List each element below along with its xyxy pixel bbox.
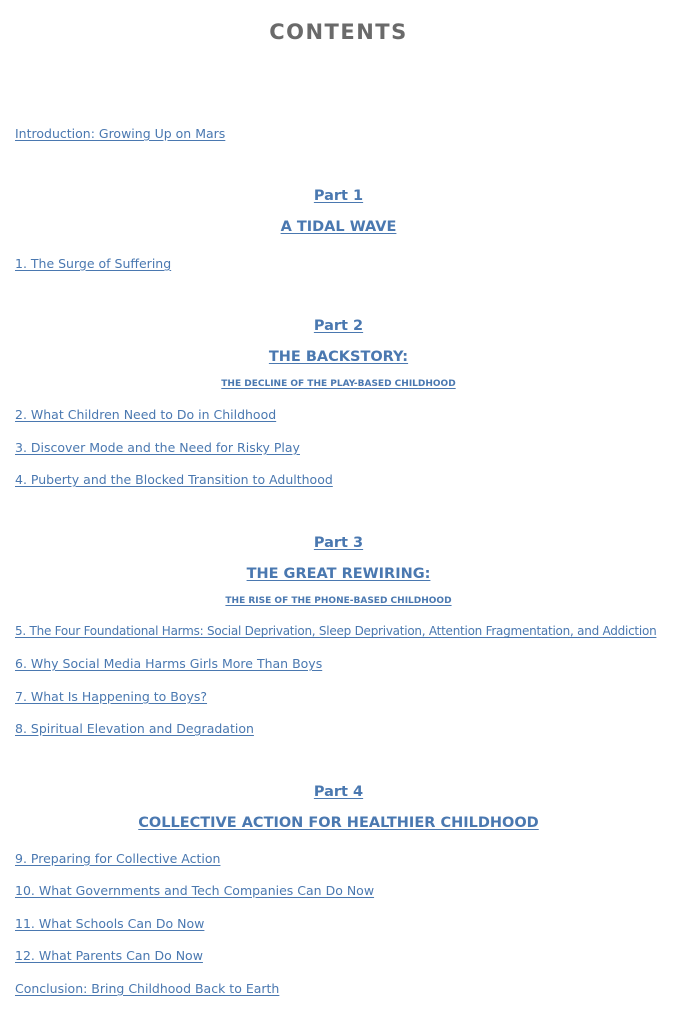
part-2-title-row — [0, 349, 677, 365]
part-3-title-row — [0, 566, 677, 582]
page-title: CONTENTS — [269, 20, 408, 44]
toc-link-chapter-10[interactable]: 10. What Governments and Tech Companies Can Do Now — [15, 883, 375, 898]
part-4-title-row — [0, 815, 677, 831]
toc-link-conclusion[interactable]: Conclusion: Bring Childhood Back to Earth — [15, 981, 280, 996]
toc-link-chapter-2[interactable]: 2. What Children Need to Do in Childhood — [15, 407, 277, 422]
part-1-label[interactable]: Part 1 — [313, 188, 364, 204]
part-1-label-row — [0, 188, 677, 204]
toc-link-chapter-3[interactable]: 3. Discover Mode and the Need for Risky Play — [15, 440, 300, 455]
part-3-label-row — [0, 535, 677, 551]
part-4-title[interactable]: COLLECTIVE ACTION FOR HEALTHIER CHILDHOOD — [138, 815, 539, 831]
toc-link-chapter-7[interactable]: 7. What Is Happening to Boys? — [15, 689, 208, 704]
toc-link-chapter-12[interactable]: 12. What Parents Can Do Now — [15, 948, 203, 963]
part-1-title-row — [0, 219, 677, 235]
part-2-subtitle-row — [0, 379, 677, 389]
part-2-label-row — [0, 318, 677, 334]
toc-link-chapter-8[interactable]: 8. Spiritual Elevation and Degradation — [15, 721, 254, 736]
part-4-label-row — [0, 784, 677, 800]
part-2-label[interactable]: Part 2 — [313, 318, 364, 334]
part-3-label[interactable]: Part 3 — [313, 535, 364, 551]
toc-link-chapter-9[interactable]: 9. Preparing for Collective Action — [15, 851, 221, 866]
part-2-subtitle[interactable]: THE DECLINE OF THE PLAY-BASED CHILDHOOD — [221, 379, 456, 389]
part-3-subtitle-row — [0, 596, 677, 606]
toc-link-chapter-4[interactable]: 4. Puberty and the Blocked Transition to Adulthood — [15, 472, 333, 487]
part-2-title[interactable]: THE BACKSTORY: — [268, 349, 409, 365]
part-3-subtitle[interactable]: THE RISE OF THE PHONE-BASED CHILDHOOD — [225, 596, 452, 606]
part-1-title[interactable]: A TIDAL WAVE — [280, 219, 397, 235]
part-4-label[interactable]: Part 4 — [313, 784, 364, 800]
toc-link-chapter-11[interactable]: 11. What Schools Can Do Now — [15, 916, 205, 931]
toc-link-chapter-1[interactable]: 1. The Surge of Suffering — [15, 256, 172, 271]
toc-link-chapter-6[interactable]: 6. Why Social Media Harms Girls More Than Boys — [15, 656, 323, 671]
part-3-title[interactable]: THE GREAT REWIRING: — [246, 566, 431, 582]
toc-link-chapter-5[interactable]: 5. The Four Foundational Harms: Social Deprivation, Sleep Deprivation, Attention Fragmentation, and Addiction — [15, 624, 657, 638]
toc-link-introduction[interactable]: Introduction: Growing Up on Mars — [15, 126, 226, 141]
